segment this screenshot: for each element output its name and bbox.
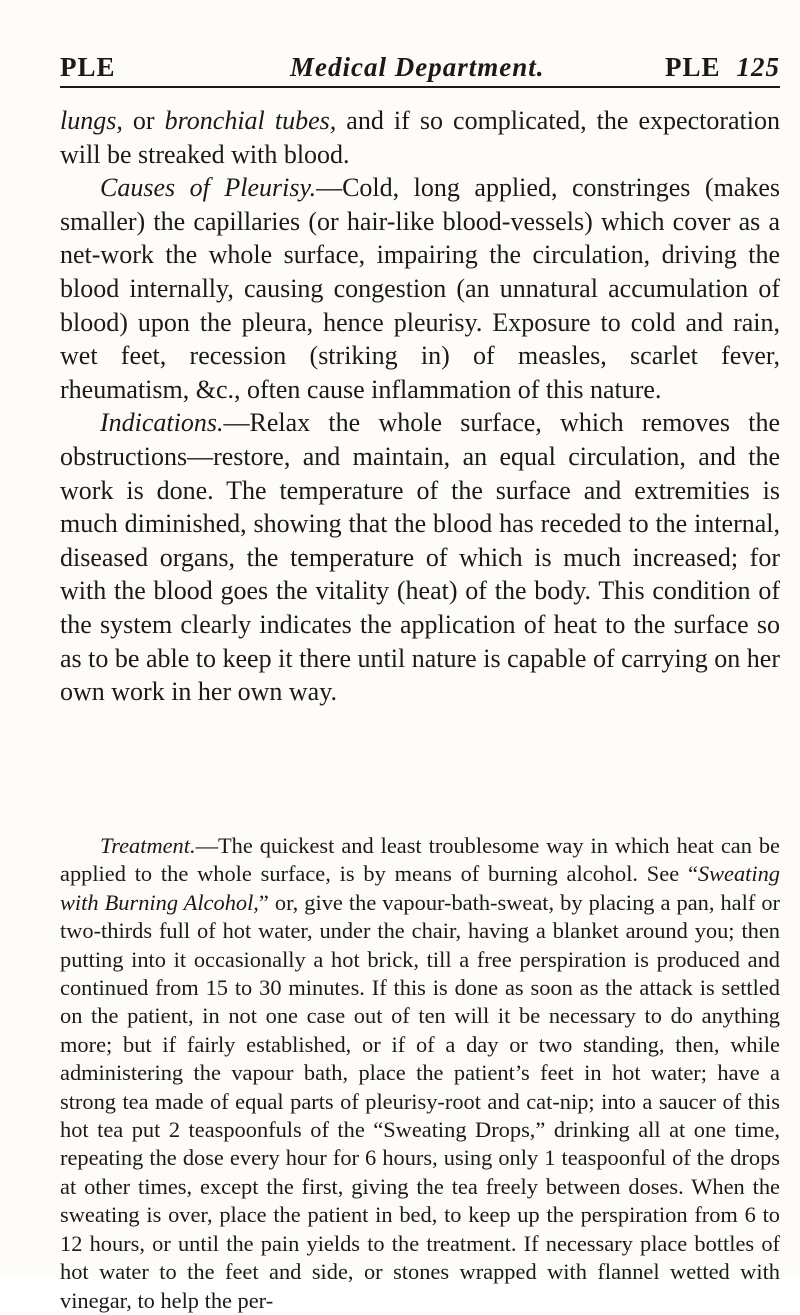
heading-treatment: Treatment. (100, 833, 196, 858)
treatment-text-a: —The quickest and least troublesome way in which heat can be applied to the whole surface, is by means of burning alcohol. See “ (60, 833, 780, 887)
term-lungs: lungs, (60, 106, 123, 135)
running-head-title: Medical Department. (290, 52, 545, 82)
header-rule (60, 86, 780, 88)
p1-text: and if so complicated, the expectoration will be streaked with blood. (60, 106, 780, 169)
treatment-section (60, 832, 780, 1315)
running-head (60, 52, 780, 86)
indications-text: —Relax the whole surface, which removes the obstructions—restore, and maintain, an equal circulation, and the work is done. The temperature of the surface and extremities is much diminished, showing that the blood has receded to the internal, diseased organs, the temperature of which is much increased; for with the blood goes the vitality (heat) of the body. This condition of the system clearly indicates the application of heat to the surface so as to be able to keep it there until nature is capable of carrying on her own work in her own way. (60, 408, 780, 707)
treatment-text-b: ” or, give the vapour-bath-sweat, by placing a pan, half or two-thirds full of hot water, under the chair, having a blanket around you; then putting into it occasionally a hot brick, till a free perspiration is produced and continued from 15 to 30 minutes. If this is done as soon as the attack is settled on the patient, in not one case out of ten will it be necessary to do anything more; but if fairly established, or if of a day or two standing, then, while administering the vapour bath, place the patient’s feet in hot water; have a strong tea made of equal parts of pleurisy-root and cat-nip; into a saucer of this hot tea put 2 teaspoonfuls of the “Sweating Drops,” drinking all at one time, repeating the dose every hour for 6 hours, using only 1 teaspoonful of the drops at other times, except the first, giving the tea freely between doses. When the sweating is over, place the patient in bed, to keep up the perspiration from 6 to 12 hours, or until the pain yields to the treatment. If necessary place bottles of hot water to the feet and side, or stones wrapped with flannel wetted with vinegar, to help the per- (60, 889, 780, 1313)
paragraph-continuation (60, 104, 780, 171)
heading-indications: Indications. (100, 408, 224, 438)
running-head-left: PLE (60, 52, 116, 82)
causes-text: —Cold, long applied, constringes (makes smaller) the capillaries (or hair-like blood-vessels) which cover as a net-work the whole surface, impairing the circulation, driving the blood internally, causing congestion (an unnatural accumulation of blood) upon the pleura, hence pleurisy. Exposure to cold and rain, wet feet, recession (striking in) of measles, scarlet fever, rheumatism, &c., often cause inflammation of this nature. (60, 173, 780, 404)
term-bronchial-tubes: bronchial tubes, (164, 106, 337, 135)
reference-sweating-with-alcohol: Sweating with Burning Alcohol, (60, 861, 780, 915)
paragraph-treatment (60, 832, 780, 1315)
paragraph-causes (60, 171, 780, 406)
running-head-right (665, 52, 780, 83)
running-head-right-word: PLE (664, 52, 721, 82)
p1-connector: or (122, 106, 165, 135)
body-text (60, 104, 780, 709)
page-number: 125 (736, 52, 780, 82)
heading-causes: Causes of Pleurisy. (100, 173, 317, 203)
paragraph-indications (60, 406, 780, 708)
